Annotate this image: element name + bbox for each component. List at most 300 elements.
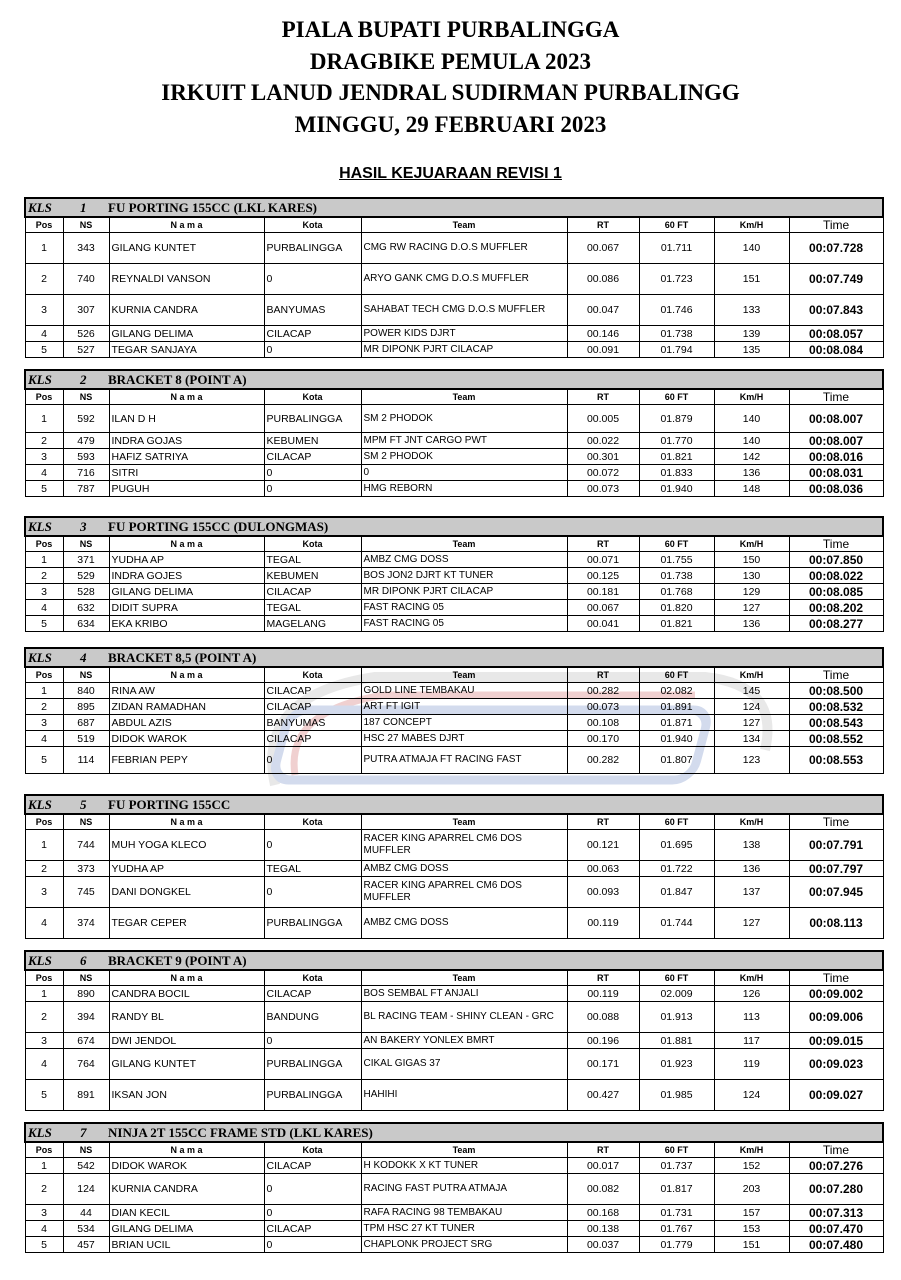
cell-team: CHAPLONK PROJECT SRG (361, 1237, 567, 1253)
cell-ft: 01.821 (639, 616, 714, 632)
cell-pos: 1 (25, 830, 63, 861)
cell-kota: CILACAP (264, 584, 361, 600)
class-block-6 (24, 950, 882, 1111)
table-row (25, 326, 883, 342)
class-number: 4 (80, 649, 87, 665)
cell-team: RACING FAST PUTRA ATMAJA (361, 1174, 567, 1205)
cell-kmh: 113 (714, 1002, 789, 1033)
cell-pos: 4 (25, 731, 63, 747)
cell-kota: CILACAP (264, 731, 361, 747)
column-header-ft: 60 FT (639, 1142, 714, 1158)
cell-ft: 01.940 (639, 731, 714, 747)
cell-nama: ZIDAN RAMADHAN (109, 699, 264, 715)
table-row (25, 683, 883, 699)
cell-ns: 592 (63, 405, 109, 433)
cell-rt: 00.067 (567, 600, 639, 616)
cell-kota: BANYUMAS (264, 295, 361, 326)
cell-time: 00:07.791 (789, 830, 883, 861)
cell-ft: 01.770 (639, 433, 714, 449)
cell-time: 00:08.057 (789, 326, 883, 342)
cell-kmh: 135 (714, 342, 789, 358)
cell-kota: PURBALINGGA (264, 908, 361, 939)
column-header-ft: 60 FT (639, 970, 714, 986)
cell-ft: 01.737 (639, 1158, 714, 1174)
cell-nama: GILANG KUNTET (109, 233, 264, 264)
cell-pos: 4 (25, 1049, 63, 1080)
cell-kota: 0 (264, 1205, 361, 1221)
cell-pos: 5 (25, 616, 63, 632)
cell-pos: 1 (25, 233, 63, 264)
table-row (25, 986, 883, 1002)
cell-team: GOLD LINE TEMBAKAU (361, 683, 567, 699)
cell-time: 00:08.552 (789, 731, 883, 747)
cell-ft: 01.746 (639, 295, 714, 326)
table-row (25, 449, 883, 465)
cell-time: 00:08.007 (789, 433, 883, 449)
table-row (25, 481, 883, 497)
cell-nama: RINA AW (109, 683, 264, 699)
class-name: BRACKET 8 (POINT A) (108, 371, 247, 387)
cell-ns: 457 (63, 1237, 109, 1253)
cell-pos: 2 (25, 433, 63, 449)
cell-rt: 00.071 (567, 552, 639, 568)
results-table (24, 1122, 884, 1253)
table-row (25, 584, 883, 600)
column-header-pos: Pos (25, 814, 63, 830)
results-table (24, 516, 884, 632)
table-row (25, 616, 883, 632)
cell-ft: 01.913 (639, 1002, 714, 1033)
cell-ns: 374 (63, 908, 109, 939)
class-header (25, 951, 883, 970)
cell-kmh: 136 (714, 861, 789, 877)
cell-ft: 01.711 (639, 233, 714, 264)
table-row (25, 264, 883, 295)
cell-ft: 01.891 (639, 699, 714, 715)
cell-kmh: 127 (714, 600, 789, 616)
cell-ft: 01.794 (639, 342, 714, 358)
cell-kmh: 140 (714, 405, 789, 433)
column-header-pos: Pos (25, 667, 63, 683)
table-row (25, 1080, 883, 1111)
cell-time: 00:07.276 (789, 1158, 883, 1174)
cell-kmh: 142 (714, 449, 789, 465)
class-block-3 (24, 516, 882, 632)
cell-kota: CILACAP (264, 1158, 361, 1174)
table-row (25, 861, 883, 877)
cell-kota: 0 (264, 1174, 361, 1205)
cell-kmh: 117 (714, 1033, 789, 1049)
table-row (25, 342, 883, 358)
cell-ns: 716 (63, 465, 109, 481)
cell-nama: TEGAR CEPER (109, 908, 264, 939)
cell-team: BOS JON2 DJRT KT TUNER (361, 568, 567, 584)
cell-nama: REYNALDI VANSON (109, 264, 264, 295)
table-row (25, 830, 883, 861)
cell-nama: ILAN D H (109, 405, 264, 433)
cell-ft: 01.820 (639, 600, 714, 616)
cell-nama: GILANG KUNTET (109, 1049, 264, 1080)
cell-time: 00:07.843 (789, 295, 883, 326)
column-header-team: Team (361, 1142, 567, 1158)
column-header-time: Time (789, 814, 883, 830)
class-name: BRACKET 8,5 (POINT A) (108, 649, 257, 665)
table-row (25, 747, 883, 774)
cell-nama: DANI DONGKEL (109, 877, 264, 908)
cell-nama: KURNIA CANDRA (109, 1174, 264, 1205)
cell-pos: 2 (25, 264, 63, 295)
cell-kota: 0 (264, 830, 361, 861)
cell-ns: 394 (63, 1002, 109, 1033)
column-header-kota: Kota (264, 217, 361, 233)
cell-time: 00:09.023 (789, 1049, 883, 1080)
cell-team: TPM HSC 27 KT TUNER (361, 1221, 567, 1237)
cell-nama: GILANG DELIMA (109, 584, 264, 600)
column-header-pos: Pos (25, 389, 63, 405)
cell-nama: KURNIA CANDRA (109, 295, 264, 326)
cell-time: 00:08.543 (789, 715, 883, 731)
cell-pos: 5 (25, 1237, 63, 1253)
cell-ns: 744 (63, 830, 109, 861)
cell-time: 00:08.084 (789, 342, 883, 358)
column-header-kota: Kota (264, 667, 361, 683)
cell-kota: BANYUMAS (264, 715, 361, 731)
cell-rt: 00.181 (567, 584, 639, 600)
cell-nama: ABDUL AZIS (109, 715, 264, 731)
cell-ft: 01.817 (639, 1174, 714, 1205)
column-header-rt: RT (567, 1142, 639, 1158)
cell-time: 00:08.031 (789, 465, 883, 481)
column-header-rt: RT (567, 536, 639, 552)
column-header-nama: N a m a (109, 667, 264, 683)
column-header-nama: N a m a (109, 970, 264, 986)
cell-ns: 687 (63, 715, 109, 731)
cell-pos: 4 (25, 1221, 63, 1237)
cell-kota: 0 (264, 1237, 361, 1253)
cell-kmh: 124 (714, 1080, 789, 1111)
cell-nama: YUDHA AP (109, 861, 264, 877)
cell-pos: 4 (25, 326, 63, 342)
class-block-5 (24, 794, 882, 939)
cell-time: 00:07.797 (789, 861, 883, 877)
cell-team: H KODOKK X KT TUNER (361, 1158, 567, 1174)
cell-nama: FEBRIAN PEPY (109, 747, 264, 774)
column-header-rt: RT (567, 389, 639, 405)
cell-time: 00:08.553 (789, 747, 883, 774)
cell-nama: IKSAN JON (109, 1080, 264, 1111)
table-row (25, 1205, 883, 1221)
column-header-team: Team (361, 217, 567, 233)
cell-team: ART FT IGIT (361, 699, 567, 715)
cell-kmh: 123 (714, 747, 789, 774)
cell-pos: 4 (25, 465, 63, 481)
column-header-team: Team (361, 667, 567, 683)
cell-kmh: 148 (714, 481, 789, 497)
cell-time: 00:08.016 (789, 449, 883, 465)
cell-pos: 1 (25, 986, 63, 1002)
column-header-row (25, 1142, 883, 1158)
cell-time: 00:08.113 (789, 908, 883, 939)
column-header-kota: Kota (264, 1142, 361, 1158)
cell-kota: 0 (264, 264, 361, 295)
column-header-row (25, 814, 883, 830)
cell-rt: 00.072 (567, 465, 639, 481)
column-header-nama: N a m a (109, 389, 264, 405)
class-name: BRACKET 9 (POINT A) (108, 952, 247, 968)
table-row (25, 731, 883, 747)
document-title (0, 14, 901, 140)
column-header-rt: RT (567, 970, 639, 986)
class-number: 6 (80, 952, 87, 968)
column-header-kota: Kota (264, 814, 361, 830)
cell-kota: PURBALINGGA (264, 233, 361, 264)
cell-ns: 526 (63, 326, 109, 342)
cell-time: 00:07.480 (789, 1237, 883, 1253)
cell-nama: YUDHA AP (109, 552, 264, 568)
cell-rt: 00.119 (567, 986, 639, 1002)
cell-time: 00:08.036 (789, 481, 883, 497)
results-table (24, 950, 884, 1111)
cell-ns: 890 (63, 986, 109, 1002)
cell-time: 00:08.022 (789, 568, 883, 584)
table-row (25, 405, 883, 433)
class-block-7 (24, 1122, 882, 1253)
cell-nama: DIDOK WAROK (109, 1158, 264, 1174)
column-header-time: Time (789, 970, 883, 986)
cell-kota: CILACAP (264, 449, 361, 465)
cell-ft: 01.879 (639, 405, 714, 433)
cell-nama: CANDRA BOCIL (109, 986, 264, 1002)
cell-ft: 01.738 (639, 568, 714, 584)
cell-ns: 307 (63, 295, 109, 326)
cell-team: BOS SEMBAL FT ANJALI (361, 986, 567, 1002)
cell-rt: 00.146 (567, 326, 639, 342)
cell-ft: 01.767 (639, 1221, 714, 1237)
column-header-row (25, 970, 883, 986)
cell-rt: 00.017 (567, 1158, 639, 1174)
cell-ns: 634 (63, 616, 109, 632)
cell-time: 00:09.002 (789, 986, 883, 1002)
table-row (25, 465, 883, 481)
kls-label: KLS (28, 518, 52, 534)
cell-pos: 1 (25, 683, 63, 699)
cell-rt: 00.168 (567, 1205, 639, 1221)
cell-team: RACER KING APARREL CM6 DOS MUFFLER (361, 830, 567, 861)
cell-pos: 1 (25, 552, 63, 568)
cell-rt: 00.282 (567, 683, 639, 699)
table-row (25, 715, 883, 731)
column-header-ns: NS (63, 814, 109, 830)
table-row (25, 433, 883, 449)
cell-ns: 44 (63, 1205, 109, 1221)
cell-kota: CILACAP (264, 326, 361, 342)
cell-kota: CILACAP (264, 699, 361, 715)
cell-ns: 593 (63, 449, 109, 465)
cell-pos: 4 (25, 908, 63, 939)
cell-ft: 01.807 (639, 747, 714, 774)
cell-kota: 0 (264, 481, 361, 497)
results-table (24, 794, 884, 939)
cell-ft: 01.723 (639, 264, 714, 295)
cell-rt: 00.022 (567, 433, 639, 449)
cell-rt: 00.282 (567, 747, 639, 774)
cell-kmh: 129 (714, 584, 789, 600)
cell-ft: 01.695 (639, 830, 714, 861)
cell-kmh: 126 (714, 986, 789, 1002)
column-header-kmh: Km/H (714, 217, 789, 233)
cell-time: 00:08.202 (789, 600, 883, 616)
table-row (25, 600, 883, 616)
column-header-ns: NS (63, 536, 109, 552)
cell-kota: KEBUMEN (264, 568, 361, 584)
column-header-ns: NS (63, 970, 109, 986)
cell-rt: 00.047 (567, 295, 639, 326)
cell-pos: 2 (25, 861, 63, 877)
cell-ft: 01.722 (639, 861, 714, 877)
cell-ns: 745 (63, 877, 109, 908)
cell-team: FAST RACING 05 (361, 600, 567, 616)
cell-pos: 1 (25, 1158, 63, 1174)
cell-rt: 00.073 (567, 699, 639, 715)
cell-kota: MAGELANG (264, 616, 361, 632)
cell-rt: 00.091 (567, 342, 639, 358)
cell-team: 0 (361, 465, 567, 481)
cell-kota: PURBALINGGA (264, 405, 361, 433)
cell-team: BL RACING TEAM - SHINY CLEAN - GRC (361, 1002, 567, 1033)
cell-nama: PUGUH (109, 481, 264, 497)
table-row (25, 1002, 883, 1033)
cell-kmh: 157 (714, 1205, 789, 1221)
cell-time: 00:07.728 (789, 233, 883, 264)
cell-nama: DIDIT SUPRA (109, 600, 264, 616)
kls-label: KLS (28, 1124, 52, 1140)
cell-pos: 1 (25, 405, 63, 433)
table-row (25, 699, 883, 715)
column-header-kmh: Km/H (714, 667, 789, 683)
cell-ns: 529 (63, 568, 109, 584)
column-header-ns: NS (63, 1142, 109, 1158)
cell-kmh: 153 (714, 1221, 789, 1237)
class-header (25, 370, 883, 389)
column-header-team: Team (361, 814, 567, 830)
cell-team: HAHIHI (361, 1080, 567, 1111)
cell-ft: 01.738 (639, 326, 714, 342)
cell-time: 00:07.850 (789, 552, 883, 568)
column-header-rt: RT (567, 667, 639, 683)
cell-rt: 00.121 (567, 830, 639, 861)
cell-team: AMBZ CMG DOSS (361, 908, 567, 939)
cell-pos: 3 (25, 1033, 63, 1049)
class-number: 3 (80, 518, 87, 534)
cell-time: 00:08.277 (789, 616, 883, 632)
column-header-team: Team (361, 970, 567, 986)
column-header-ft: 60 FT (639, 389, 714, 405)
cell-kmh: 136 (714, 465, 789, 481)
cell-ns: 519 (63, 731, 109, 747)
cell-nama: MUH YOGA KLECO (109, 830, 264, 861)
cell-rt: 00.067 (567, 233, 639, 264)
cell-pos: 2 (25, 568, 63, 584)
cell-rt: 00.427 (567, 1080, 639, 1111)
cell-team: POWER KIDS DJRT (361, 326, 567, 342)
cell-ns: 674 (63, 1033, 109, 1049)
column-header-kmh: Km/H (714, 814, 789, 830)
cell-kota: TEGAL (264, 861, 361, 877)
cell-team: AN BAKERY YONLEX BMRT (361, 1033, 567, 1049)
cell-ns: 124 (63, 1174, 109, 1205)
cell-pos: 3 (25, 295, 63, 326)
cell-rt: 00.170 (567, 731, 639, 747)
cell-nama: DIAN KECIL (109, 1205, 264, 1221)
class-name: FU PORTING 155CC (108, 796, 231, 812)
column-header-nama: N a m a (109, 217, 264, 233)
cell-pos: 2 (25, 1002, 63, 1033)
cell-time: 00:07.470 (789, 1221, 883, 1237)
cell-rt: 00.041 (567, 616, 639, 632)
cell-rt: 00.196 (567, 1033, 639, 1049)
class-header (25, 1123, 883, 1142)
cell-kota: PURBALINGGA (264, 1049, 361, 1080)
cell-ft: 01.881 (639, 1033, 714, 1049)
column-header-rt: RT (567, 814, 639, 830)
column-header-time: Time (789, 667, 883, 683)
cell-kmh: 119 (714, 1049, 789, 1080)
cell-rt: 00.108 (567, 715, 639, 731)
cell-ns: 787 (63, 481, 109, 497)
cell-ft: 01.847 (639, 877, 714, 908)
cell-ns: 891 (63, 1080, 109, 1111)
cell-nama: INDRA GOJES (109, 568, 264, 584)
cell-team: HMG REBORN (361, 481, 567, 497)
results-table (24, 369, 884, 497)
cell-team: MPM FT JNT CARGO PWT (361, 433, 567, 449)
cell-rt: 00.086 (567, 264, 639, 295)
cell-team: ARYO GANK CMG D.O.S MUFFLER (361, 264, 567, 295)
class-number: 5 (80, 796, 87, 812)
cell-pos: 5 (25, 342, 63, 358)
cell-team: FAST RACING 05 (361, 616, 567, 632)
title-line-4: MINGGU, 29 FEBRUARI 2023 (294, 111, 607, 137)
cell-kmh: 151 (714, 1237, 789, 1253)
cell-ns: 740 (63, 264, 109, 295)
cell-rt: 00.125 (567, 568, 639, 584)
cell-kota: BANDUNG (264, 1002, 361, 1033)
cell-kmh: 127 (714, 715, 789, 731)
cell-nama: HAFIZ SATRIYA (109, 449, 264, 465)
column-header-row (25, 667, 883, 683)
cell-nama: RANDY BL (109, 1002, 264, 1033)
cell-ft: 01.731 (639, 1205, 714, 1221)
cell-team: AMBZ CMG DOSS (361, 552, 567, 568)
cell-pos: 3 (25, 1205, 63, 1221)
cell-kmh: 133 (714, 295, 789, 326)
cell-ns: 343 (63, 233, 109, 264)
cell-ft: 01.871 (639, 715, 714, 731)
cell-kmh: 134 (714, 731, 789, 747)
cell-ns: 895 (63, 699, 109, 715)
table-row (25, 233, 883, 264)
cell-kota: 0 (264, 342, 361, 358)
column-header-time: Time (789, 1142, 883, 1158)
cell-time: 00:08.007 (789, 405, 883, 433)
class-number: 7 (80, 1124, 87, 1140)
cell-kota: 0 (264, 877, 361, 908)
cell-pos: 2 (25, 1174, 63, 1205)
column-header-ns: NS (63, 217, 109, 233)
cell-rt: 00.171 (567, 1049, 639, 1080)
column-header-ft: 60 FT (639, 536, 714, 552)
cell-time: 00:09.027 (789, 1080, 883, 1111)
